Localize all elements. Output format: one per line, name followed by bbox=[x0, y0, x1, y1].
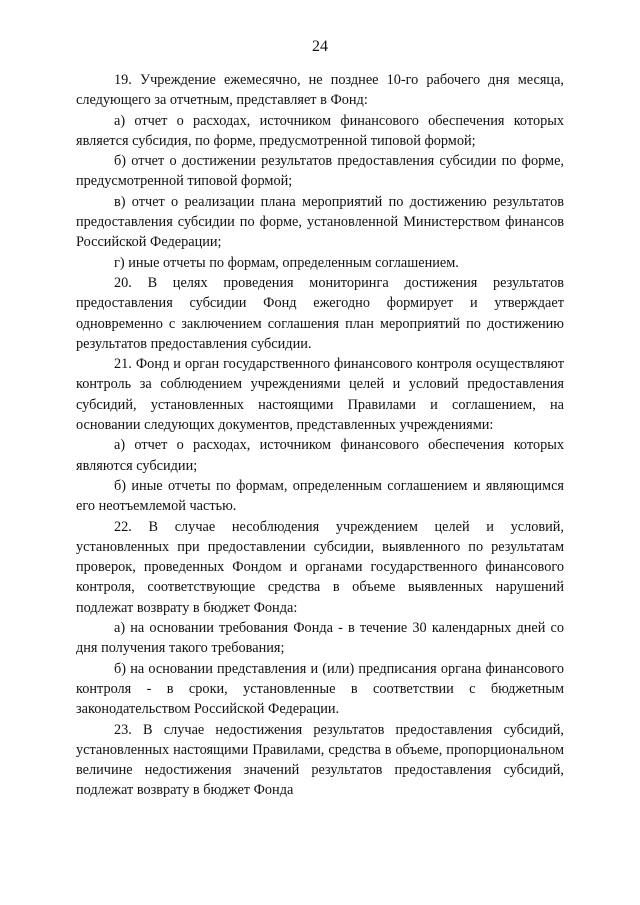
paragraph-21: 21. Фонд и орган государственного финансового контроля осуществляют контроль за соблюдением учреждениями целей и условий предоставления субсидий, установленных настоящими Правилами и соглашением, на основании следующих документов, представленных учреждениями: bbox=[76, 356, 564, 434]
paragraph-19a: а) отчет о расходах, источником финансового обеспечения которых является субсидия, по форме, предусмотренной типовой формой; bbox=[76, 112, 564, 149]
paragraph-19v: в) отчет о реализации плана мероприятий по достижению результатов предоставления субсидии по форме, установленной Министерством финансов Российской Федерации; bbox=[76, 193, 564, 251]
paragraph-22a: а) на основании требования Фонда - в течение 30 календарных дней со дня получения такого требования; bbox=[76, 620, 564, 657]
paragraph-23: 23. В случае недостижения результатов предоставления субсидий, установленных настоящими Правилами, средства в объеме, пропорциональном величине недостижения значений результатов предоставления субсидий, подлежат возврату в бюджет Фонда bbox=[76, 721, 564, 799]
paragraph-22b: б) на основании представления и (или) предписания органа финансового контроля - в сроки, установленные в соответствии с бюджетным законодательством Российской Федерации. bbox=[76, 660, 564, 718]
paragraph-20: 20. В целях проведения мониторинга достижения результатов предоставления субсидии Фонд ежегодно формирует и утверждает одновременно с заключением соглашения план мероприятий по достижению результатов предоставления субсидии. bbox=[76, 274, 564, 352]
paragraph-22: 22. В случае несоблюдения учреждением целей и условий, установленных при предоставлении субсидии, выявленного по результатам проверок, проведенных Фондом и органами государственного финансового контроля, соответствующие средства в объеме выявленных нарушений подлежат возврату в бюджет Фонда: bbox=[76, 518, 564, 616]
paragraph-19b: б) отчет о достижении результатов предоставления субсидии по форме, предусмотренной типовой формой; bbox=[76, 153, 564, 190]
paragraph-19: 19. Учреждение ежемесячно, не позднее 10-го рабочего дня месяца, следующего за отчетным, представляет в Фонд: bbox=[76, 72, 564, 109]
page-number: 24 bbox=[312, 38, 328, 55]
paragraph-21a: а) отчет о расходах, источником финансового обеспечения которых являются субсидии; bbox=[76, 437, 564, 474]
document-body bbox=[76, 70, 564, 801]
paragraph-19g: г) иные отчеты по формам, определенным соглашением. bbox=[114, 254, 459, 271]
paragraph-21b: б) иные отчеты по формам, определенным соглашением и являющимся его неотъемлемой частью. bbox=[76, 477, 564, 515]
